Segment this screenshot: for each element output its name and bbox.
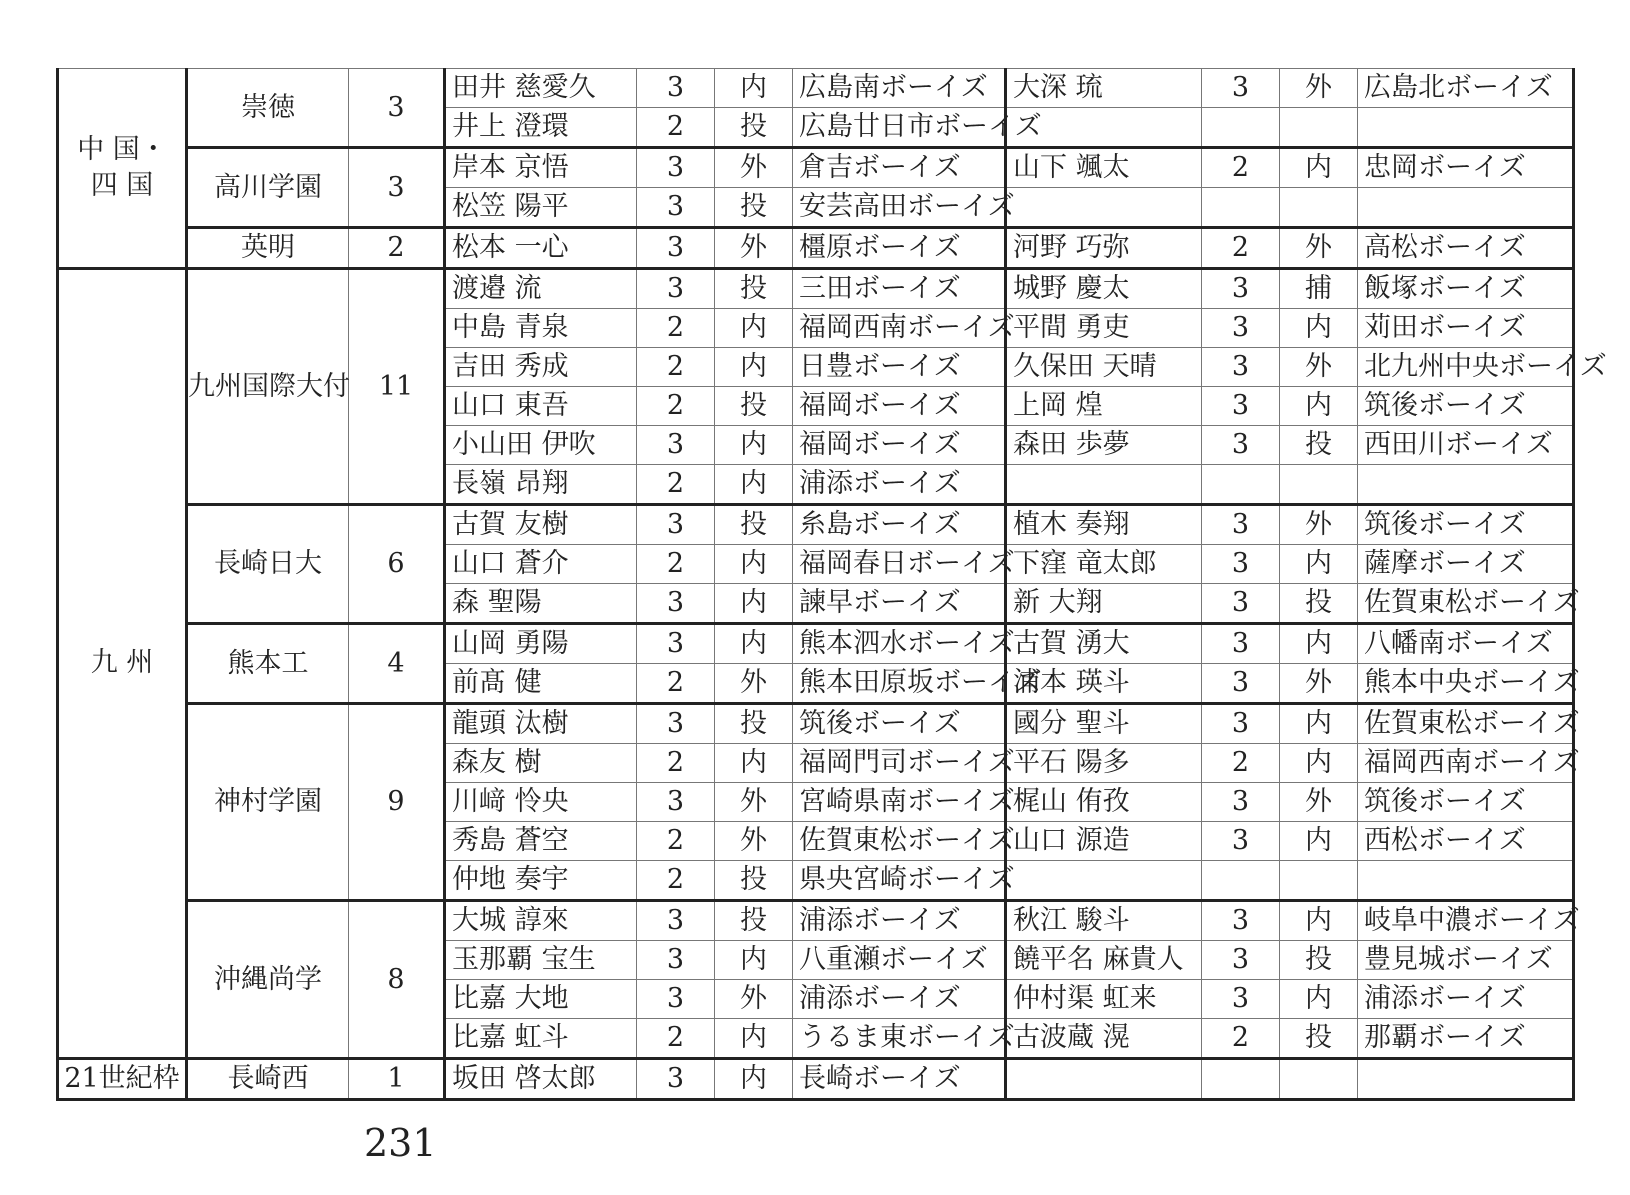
player-grade: 3 xyxy=(637,941,715,980)
player-grade: 3 xyxy=(637,1059,715,1100)
player-team: 岐阜中濃ボーイズ xyxy=(1358,901,1574,941)
player-grade: 3 xyxy=(637,148,715,188)
player-name: 河野 巧弥 xyxy=(1006,228,1202,269)
player-team: 福岡西南ボーイズ xyxy=(1358,744,1574,783)
player-grade: 3 xyxy=(637,269,715,309)
table-row xyxy=(58,228,1574,269)
player-team: 糸島ボーイズ xyxy=(793,505,1006,545)
player-name: 大城 諄來 xyxy=(445,901,637,941)
school-count: 9 xyxy=(349,704,445,901)
player-position: 内 xyxy=(1280,624,1358,664)
player-name: 龍頭 汰樹 xyxy=(445,704,637,744)
player-position: 内 xyxy=(1280,545,1358,584)
player-name: 比嘉 虹斗 xyxy=(445,1019,637,1059)
player-name: 長嶺 昂翔 xyxy=(445,465,637,505)
player-position xyxy=(1280,1059,1358,1100)
school-name: 神村学園 xyxy=(187,704,349,901)
player-team xyxy=(1358,465,1574,505)
player-position xyxy=(1280,861,1358,901)
school-count: 8 xyxy=(349,901,445,1059)
player-grade: 3 xyxy=(1202,309,1280,348)
player-position: 外 xyxy=(1280,664,1358,704)
player-position: 内 xyxy=(1280,901,1358,941)
player-grade: 2 xyxy=(637,861,715,901)
player-team: 福岡ボーイズ xyxy=(793,387,1006,426)
player-team: 福岡門司ボーイズ xyxy=(793,744,1006,783)
player-team: 福岡ボーイズ xyxy=(793,426,1006,465)
player-position: 外 xyxy=(715,228,793,269)
player-team xyxy=(1358,108,1574,148)
player-team xyxy=(1358,861,1574,901)
player-grade: 2 xyxy=(1202,1019,1280,1059)
player-position: 内 xyxy=(715,1019,793,1059)
player-team: 広島廿日市ボーイズ xyxy=(793,108,1006,148)
player-team: 筑後ボーイズ xyxy=(1358,505,1574,545)
player-grade: 2 xyxy=(1202,744,1280,783)
player-position: 投 xyxy=(715,505,793,545)
player-grade: 2 xyxy=(637,1019,715,1059)
player-name: 山口 蒼介 xyxy=(445,545,637,584)
player-position: 外 xyxy=(715,664,793,704)
region-cell: 21世紀枠 xyxy=(58,1059,187,1100)
player-team: 長崎ボーイズ xyxy=(793,1059,1006,1100)
school-count: 1 xyxy=(349,1059,445,1100)
player-grade: 3 xyxy=(1202,426,1280,465)
school-count: 3 xyxy=(349,69,445,148)
table-row xyxy=(58,624,1574,664)
player-position: 投 xyxy=(715,188,793,228)
player-grade: 3 xyxy=(1202,348,1280,387)
player-team: 橿原ボーイズ xyxy=(793,228,1006,269)
player-name: 城野 慶太 xyxy=(1006,269,1202,309)
player-position: 内 xyxy=(1280,822,1358,861)
player-grade: 2 xyxy=(637,822,715,861)
player-position: 外 xyxy=(715,980,793,1019)
player-grade: 3 xyxy=(1202,269,1280,309)
player-name: 森友 樹 xyxy=(445,744,637,783)
player-team: 浦添ボーイズ xyxy=(793,465,1006,505)
player-position xyxy=(1280,188,1358,228)
player-grade xyxy=(1202,465,1280,505)
player-grade: 3 xyxy=(1202,704,1280,744)
player-grade: 3 xyxy=(1202,387,1280,426)
page-number: 231 xyxy=(364,1121,437,1165)
player-name: 秋江 駿斗 xyxy=(1006,901,1202,941)
player-name: 松本 一心 xyxy=(445,228,637,269)
player-team: 熊本田原坂ボーイズ xyxy=(793,664,1006,704)
player-position: 投 xyxy=(715,861,793,901)
school-count: 2 xyxy=(349,228,445,269)
player-team: 西田川ボーイズ xyxy=(1358,426,1574,465)
player-name: 國分 聖斗 xyxy=(1006,704,1202,744)
table-row xyxy=(58,69,1574,108)
player-grade: 3 xyxy=(637,783,715,822)
player-team: 苅田ボーイズ xyxy=(1358,309,1574,348)
table-row xyxy=(58,148,1574,188)
player-name: 仲地 奏宇 xyxy=(445,861,637,901)
player-name: 山下 颯太 xyxy=(1006,148,1202,188)
player-name: 井上 澄環 xyxy=(445,108,637,148)
player-name xyxy=(1006,1059,1202,1100)
school-name: 崇徳 xyxy=(187,69,349,148)
player-name: 新 大翔 xyxy=(1006,584,1202,624)
player-grade: 3 xyxy=(1202,624,1280,664)
player-grade: 2 xyxy=(1202,228,1280,269)
player-name: 平間 勇吏 xyxy=(1006,309,1202,348)
player-position: 内 xyxy=(715,426,793,465)
player-name: 浦本 瑛斗 xyxy=(1006,664,1202,704)
region-cell: 九 州 xyxy=(58,269,187,1059)
player-team: 筑後ボーイズ xyxy=(793,704,1006,744)
player-team: 倉吉ボーイズ xyxy=(793,148,1006,188)
player-team: 高松ボーイズ xyxy=(1358,228,1574,269)
player-team xyxy=(1358,188,1574,228)
player-name: 上岡 煌 xyxy=(1006,387,1202,426)
player-position: 内 xyxy=(715,348,793,387)
player-grade: 3 xyxy=(1202,980,1280,1019)
player-position: 内 xyxy=(1280,744,1358,783)
player-team: 忠岡ボーイズ xyxy=(1358,148,1574,188)
player-grade xyxy=(1202,108,1280,148)
player-grade: 2 xyxy=(637,387,715,426)
player-position: 投 xyxy=(715,704,793,744)
player-position xyxy=(1280,108,1358,148)
player-team: 熊本中央ボーイズ xyxy=(1358,664,1574,704)
player-grade: 3 xyxy=(1202,69,1280,108)
player-position: 内 xyxy=(715,744,793,783)
player-grade xyxy=(1202,188,1280,228)
player-team: 広島南ボーイズ xyxy=(793,69,1006,108)
player-name: 渡邉 流 xyxy=(445,269,637,309)
player-team: 佐賀東松ボーイズ xyxy=(793,822,1006,861)
player-grade: 3 xyxy=(1202,783,1280,822)
player-position: 内 xyxy=(715,309,793,348)
player-name: 松笠 陽平 xyxy=(445,188,637,228)
player-team: 福岡春日ボーイズ xyxy=(793,545,1006,584)
player-position: 内 xyxy=(715,624,793,664)
player-name: 森 聖陽 xyxy=(445,584,637,624)
player-grade: 3 xyxy=(637,980,715,1019)
player-team: うるま東ボーイズ xyxy=(793,1019,1006,1059)
player-team: 浦添ボーイズ xyxy=(793,901,1006,941)
school-count: 11 xyxy=(349,269,445,505)
player-name: 古賀 友樹 xyxy=(445,505,637,545)
player-team: 佐賀東松ボーイズ xyxy=(1358,704,1574,744)
region-cell: 中 国・ 四 国 xyxy=(58,69,187,269)
player-grade: 3 xyxy=(637,69,715,108)
player-team: 福岡西南ボーイズ xyxy=(793,309,1006,348)
player-name: 吉田 秀成 xyxy=(445,348,637,387)
player-name: 坂田 啓太郎 xyxy=(445,1059,637,1100)
player-grade: 3 xyxy=(637,624,715,664)
player-grade: 3 xyxy=(637,228,715,269)
player-name: 岸本 京悟 xyxy=(445,148,637,188)
player-grade: 2 xyxy=(637,465,715,505)
player-team: 広島北ボーイズ xyxy=(1358,69,1574,108)
player-name xyxy=(1006,188,1202,228)
player-grade: 2 xyxy=(637,108,715,148)
player-position: 投 xyxy=(715,269,793,309)
player-team: 那覇ボーイズ xyxy=(1358,1019,1574,1059)
player-grade: 2 xyxy=(637,545,715,584)
player-position: 投 xyxy=(1280,1019,1358,1059)
player-name: 田井 慈愛久 xyxy=(445,69,637,108)
school-count: 3 xyxy=(349,148,445,228)
table-row xyxy=(58,704,1574,744)
player-team: 筑後ボーイズ xyxy=(1358,783,1574,822)
player-name: 梶山 侑孜 xyxy=(1006,783,1202,822)
player-name: 前髙 健 xyxy=(445,664,637,704)
player-name: 仲村渠 虹来 xyxy=(1006,980,1202,1019)
player-team: 北九州中央ボーイズ xyxy=(1358,348,1574,387)
player-name: 森田 歩夢 xyxy=(1006,426,1202,465)
player-team: 佐賀東松ボーイズ xyxy=(1358,584,1574,624)
player-position: 内 xyxy=(1280,309,1358,348)
player-name: 平石 陽多 xyxy=(1006,744,1202,783)
school-name: 九州国際大付 xyxy=(187,269,349,505)
player-grade: 3 xyxy=(637,188,715,228)
player-position: 内 xyxy=(715,69,793,108)
player-name: 中島 青泉 xyxy=(445,309,637,348)
player-name: 秀島 蒼空 xyxy=(445,822,637,861)
player-position: 外 xyxy=(715,148,793,188)
school-name: 長崎西 xyxy=(187,1059,349,1100)
player-position: 捕 xyxy=(1280,269,1358,309)
player-position: 外 xyxy=(1280,69,1358,108)
player-position: 投 xyxy=(715,108,793,148)
roster-body xyxy=(58,69,1607,1100)
school-count: 4 xyxy=(349,624,445,704)
player-name: 植木 奏翔 xyxy=(1006,505,1202,545)
player-team: 筑後ボーイズ xyxy=(1358,387,1574,426)
player-position: 外 xyxy=(1280,505,1358,545)
player-team: 薩摩ボーイズ xyxy=(1358,545,1574,584)
school-name: 長崎日大 xyxy=(187,505,349,624)
player-position: 内 xyxy=(715,584,793,624)
player-grade: 3 xyxy=(1202,545,1280,584)
player-team: 県央宮崎ボーイズ xyxy=(793,861,1006,901)
player-name: 山口 源造 xyxy=(1006,822,1202,861)
player-position: 内 xyxy=(715,941,793,980)
player-grade xyxy=(1202,861,1280,901)
player-grade: 3 xyxy=(637,901,715,941)
player-position: 投 xyxy=(1280,426,1358,465)
table-row xyxy=(58,269,1574,309)
roster-table xyxy=(56,68,1607,1101)
player-grade: 2 xyxy=(637,309,715,348)
school-name: 熊本工 xyxy=(187,624,349,704)
player-grade: 2 xyxy=(637,348,715,387)
player-name: 大深 琉 xyxy=(1006,69,1202,108)
player-position xyxy=(1280,465,1358,505)
player-name: 玉那覇 宝生 xyxy=(445,941,637,980)
player-team: 八重瀬ボーイズ xyxy=(793,941,1006,980)
player-team: 豊見城ボーイズ xyxy=(1358,941,1574,980)
player-position: 内 xyxy=(1280,704,1358,744)
player-grade: 3 xyxy=(1202,584,1280,624)
player-position: 外 xyxy=(1280,228,1358,269)
player-position: 内 xyxy=(1280,387,1358,426)
player-grade xyxy=(1202,1059,1280,1100)
player-team: 八幡南ボーイズ xyxy=(1358,624,1574,664)
player-grade: 2 xyxy=(637,744,715,783)
player-name: 下窪 竜太郎 xyxy=(1006,545,1202,584)
school-count: 6 xyxy=(349,505,445,624)
player-position: 内 xyxy=(715,465,793,505)
table-row xyxy=(58,1059,1574,1100)
player-grade: 3 xyxy=(1202,505,1280,545)
player-name: 饒平名 麻貴人 xyxy=(1006,941,1202,980)
player-team: 三田ボーイズ xyxy=(793,269,1006,309)
player-position: 投 xyxy=(1280,941,1358,980)
player-team: 熊本泗水ボーイズ xyxy=(793,624,1006,664)
player-name: 古波蔵 滉 xyxy=(1006,1019,1202,1059)
player-position: 外 xyxy=(715,783,793,822)
player-name: 川﨑 怜央 xyxy=(445,783,637,822)
player-position: 内 xyxy=(1280,148,1358,188)
player-team: 諫早ボーイズ xyxy=(793,584,1006,624)
player-position: 内 xyxy=(715,1059,793,1100)
player-position: 内 xyxy=(715,545,793,584)
player-team: 浦添ボーイズ xyxy=(1358,980,1574,1019)
player-grade: 3 xyxy=(637,704,715,744)
player-grade: 3 xyxy=(1202,664,1280,704)
school-name: 英明 xyxy=(187,228,349,269)
player-name: 久保田 天晴 xyxy=(1006,348,1202,387)
player-team: 飯塚ボーイズ xyxy=(1358,269,1574,309)
player-grade: 3 xyxy=(1202,822,1280,861)
player-team: 日豊ボーイズ xyxy=(793,348,1006,387)
player-team: 安芸高田ボーイズ xyxy=(793,188,1006,228)
table-row xyxy=(58,505,1574,545)
player-grade: 3 xyxy=(1202,941,1280,980)
player-grade: 3 xyxy=(637,505,715,545)
school-name: 沖縄尚学 xyxy=(187,901,349,1059)
player-name: 山岡 勇陽 xyxy=(445,624,637,664)
table-row xyxy=(58,901,1574,941)
player-position: 外 xyxy=(715,822,793,861)
player-name xyxy=(1006,465,1202,505)
player-grade: 2 xyxy=(1202,148,1280,188)
school-name: 高川学園 xyxy=(187,148,349,228)
player-name: 山口 東吾 xyxy=(445,387,637,426)
player-name: 古賀 湧大 xyxy=(1006,624,1202,664)
player-grade: 3 xyxy=(637,426,715,465)
player-name: 小山田 伊吹 xyxy=(445,426,637,465)
player-grade: 3 xyxy=(637,584,715,624)
player-team: 西松ボーイズ xyxy=(1358,822,1574,861)
player-team: 宮崎県南ボーイズ xyxy=(793,783,1006,822)
player-grade: 2 xyxy=(637,664,715,704)
player-grade: 3 xyxy=(1202,901,1280,941)
player-position: 投 xyxy=(715,901,793,941)
player-team: 浦添ボーイズ xyxy=(793,980,1006,1019)
player-position: 投 xyxy=(1280,584,1358,624)
player-team xyxy=(1358,1059,1574,1100)
player-position: 外 xyxy=(1280,348,1358,387)
player-position: 内 xyxy=(1280,980,1358,1019)
player-name: 比嘉 大地 xyxy=(445,980,637,1019)
player-position: 外 xyxy=(1280,783,1358,822)
player-name xyxy=(1006,861,1202,901)
player-position: 投 xyxy=(715,387,793,426)
